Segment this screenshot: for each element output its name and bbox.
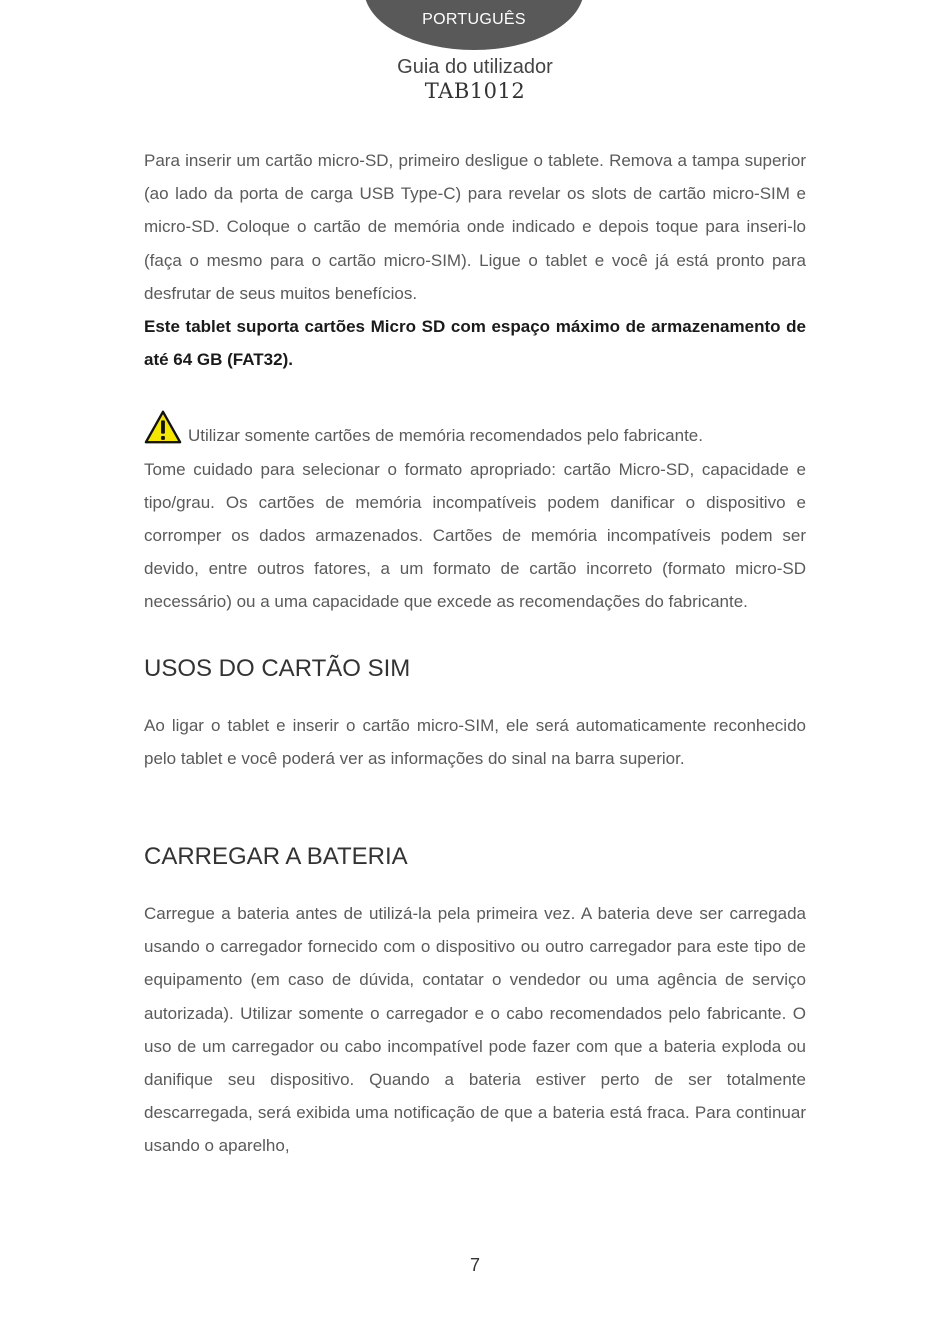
sim-section-text: Ao ligar o tablet e inserir o cartão micro-SIM, ele será automaticamente reconhecido pelo tablet e você poderá ver as informações do sinal na barra superior. bbox=[144, 715, 806, 768]
guide-title: Guia do utilizador bbox=[397, 56, 553, 78]
page-content bbox=[144, 144, 806, 1163]
warning-line bbox=[144, 409, 806, 452]
page-number: 7 bbox=[469, 1255, 480, 1275]
warning-triangle-icon bbox=[144, 409, 182, 445]
model-name: TAB1012 bbox=[424, 79, 526, 103]
warning-detail: Tome cuidado para selecionar o formato apropriado: cartão Micro-SD, capacidade e tipo/grau. Os cartões de memória incompatíveis podem danificar o dispositivo e corromper os dados armazenados. Cartões de memória incompatíveis podem ser devido, entre outros fatores, a um formato de cartão incorreto (formato micro-SD necessário) ou a uma capacidade que excede as recomendações do fabricante. bbox=[144, 459, 806, 612]
battery-section-text: Carregue a bateria antes de utilizá-la pela primeira vez. A bateria deve ser carregada usando o carregador fornecido com o dispositivo ou outro carregador para este tipo de equipamento (em caso de dúvida, contatar o vendedor ou uma agência de serviço autorizada). Utilizar somente o carregador e o cabo recomendados pelo fabricante. O uso de um carregador ou cabo incompatível pode fazer com que a bateria exploda ou danifique seu dispositivo. Quando a bateria estiver perto de ser totalmente descarregada, será exibida uma notificação de que a bateria está fraca. Para continuar usando o aparelho, bbox=[144, 904, 806, 1156]
battery-section-title: CARREGAR A BATERIA bbox=[144, 843, 408, 871]
capacity-note: Este tablet suporta cartões Micro SD com espaço máximo de armazenamento de até 64 GB (FAT32). bbox=[144, 317, 806, 370]
sim-section-title: USOS DO CARTÃO SIM bbox=[144, 654, 411, 682]
language-label: PORTUGUÊS bbox=[422, 11, 526, 28]
intro-paragraph: Para inserir um cartão micro-SD, primeiro desligue o tablete. Remova a tampa superior (ao lado da porta de carga USB Type-C) para revelar os slots de cartão micro-SIM e micro-SD. Coloque o cartão de memória onde indicado e depois toque para inseri-lo (faça o mesmo para o cartão micro-SIM). Ligue o tablet e você já está pronto para desfrutar de seus muitos benefícios. bbox=[144, 151, 806, 303]
warning-text: Utilizar somente cartões de memória recomendados pelo fabricante. bbox=[188, 426, 703, 446]
